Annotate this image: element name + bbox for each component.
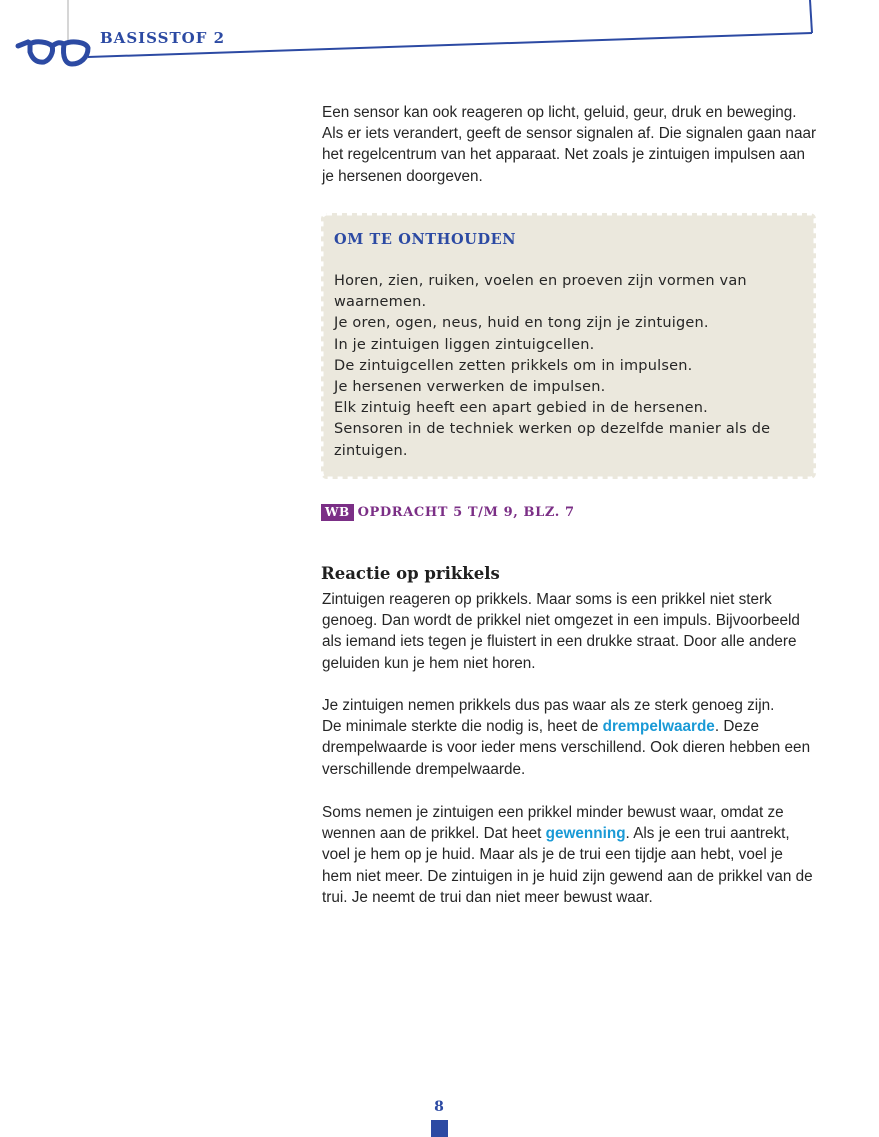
remember-line: In je zintuigen liggen zintuigcellen.: [334, 336, 595, 353]
text-line: [322, 823, 817, 844]
workbook-assignment: OPDRACHT 5 T/M 9, BLZ. 7: [357, 504, 575, 520]
text-fragment: De minimale sterkte die nodig is, heet de: [322, 718, 603, 736]
text-line: Je zintuigen nemen prikkels dus pas waar als ze sterk genoeg zijn.: [322, 697, 775, 714]
term-drempelwaarde: drempelwaarde: [602, 718, 715, 736]
remember-list: [334, 271, 794, 462]
text-line: drempelwaarde is voor ieder mens verschillend. Ook dieren hebben een: [322, 739, 811, 757]
text-line: Een sensor kan ook reageren op licht, geluid, geur, druk en beweging.: [322, 104, 797, 121]
workbook-badge: WB: [321, 504, 354, 521]
text-line: het regelcentrum van het apparaat. Net zoals je zintuigen impulsen aan: [322, 146, 805, 164]
text-line: voel je hem op je huid. Maar als je de trui een tijdje aan hebt, voel je: [322, 846, 783, 864]
remember-line: zintuigen.: [334, 442, 408, 459]
paragraph-prikkels: [322, 589, 817, 674]
text-line: als iemand iets tegen je fluistert in een drukke straat. Door alle andere: [322, 633, 797, 651]
remember-line: Elk zintuig heeft een apart gebied in de hersenen.: [334, 400, 708, 417]
text-line: geluiden kun je hem niet horen.: [322, 654, 536, 672]
remember-line: Sensoren in de techniek werken op dezelfde manier als de: [334, 421, 771, 438]
text-line: Soms nemen je zintuigen een prikkel minder bewust waar, omdat ze: [322, 804, 784, 821]
remember-line: De zintuigcellen zetten prikkels om in impulsen.: [334, 357, 693, 374]
text-line: genoeg. Dan wordt de prikkel niet omgezet in een impuls. Bijvoorbeeld: [322, 612, 800, 630]
remember-line: Je hersenen verwerken de impulsen.: [334, 379, 606, 396]
text-fragment: . Deze: [714, 718, 760, 736]
text-fragment: . Als je een trui aantrekt,: [625, 825, 790, 843]
text-line: trui. Je neemt de trui dan niet meer bewust waar.: [322, 888, 653, 906]
remember-line: Je oren, ogen, neus, huid en tong zijn je zintuigen.: [334, 315, 709, 332]
paragraph-gewenning: [322, 802, 817, 908]
page-number: 8: [434, 1099, 444, 1115]
paragraph-drempelwaarde: [322, 695, 817, 780]
page-marker-square: [431, 1120, 448, 1137]
text-line: je hersenen doorgeven.: [322, 167, 483, 185]
section-heading: Reactie op prikkels: [321, 564, 500, 583]
term-gewenning: gewenning: [545, 825, 626, 843]
remember-line: Horen, zien, ruiken, voelen en proeven zijn vormen van: [334, 273, 747, 289]
text-line: Zintuigen reageren op prikkels. Maar soms is een prikkel niet sterk: [322, 591, 772, 608]
header-title: BASISSTOF 2: [100, 29, 226, 47]
text-line: verschillende drempelwaarde.: [322, 760, 526, 778]
remember-title: OM TE ONTHOUDEN: [334, 231, 517, 248]
workbook-reference: [321, 503, 575, 521]
text-line: Als er iets verandert, geeft de sensor signalen af. Die signalen gaan naar: [322, 125, 817, 143]
intro-paragraph: [322, 102, 817, 187]
glasses-icon: [14, 34, 92, 80]
text-fragment: wennen aan de prikkel. Dat heet: [322, 825, 546, 843]
text-line: hem niet meer. De zintuigen in je huid zijn gewend aan de prikkel van de: [322, 867, 813, 885]
remember-line: waarnemen.: [334, 294, 427, 311]
text-line: [322, 716, 817, 737]
